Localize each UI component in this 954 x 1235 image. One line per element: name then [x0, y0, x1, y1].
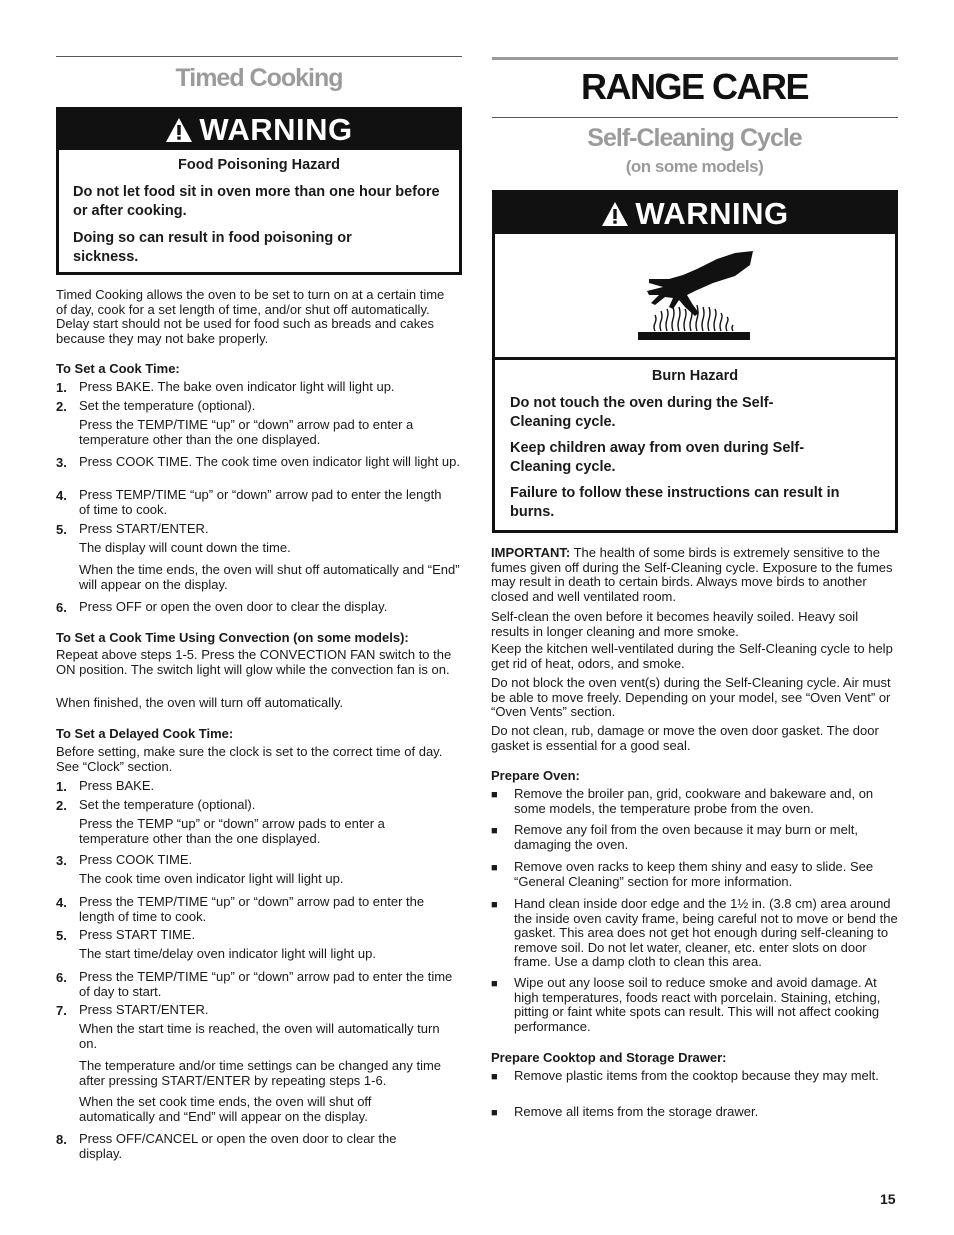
- list-item: Remove any foil from the oven because it may burn or melt, damaging the oven.: [514, 822, 858, 852]
- convection-paragraph: Repeat above steps 1-5. Press the CONVECTION FAN switch to the ON position. The switch light will glow while the convection fan is on.: [56, 647, 452, 677]
- list-item: Remove plastic items from the cooktop because they may melt.: [514, 1068, 879, 1083]
- warning-paragraph-2: Keep children away from oven during Self-Cleaning cycle.: [510, 440, 805, 475]
- paragraph-gasket: Do not clean, rub, damage or move the oven door gasket. The door gasket is essential for a good seal.: [491, 723, 879, 753]
- bullet-icon: ■: [491, 978, 498, 990]
- bullet-icon: ■: [491, 1071, 498, 1083]
- bullet-icon: ■: [491, 899, 498, 911]
- warning-box-food-poisoning: [56, 107, 462, 275]
- step-text: Press the TEMP/TIME “up” or “down” arrow pad to enter the time of day to start.: [79, 969, 453, 999]
- warning-triangle-icon: [601, 201, 629, 227]
- warning-box-burn: [492, 190, 898, 533]
- section-title-timed-cooking: Timed Cooking: [175, 64, 343, 92]
- list-item: Remove the broiler pan, grid, cookware and bakeware and, on some models, the temperature probe from the oven.: [514, 786, 874, 816]
- list-item: Remove all items from the storage drawer.: [514, 1104, 759, 1119]
- step-text: Press COOK TIME.: [79, 852, 193, 867]
- step-number: 8.: [56, 1132, 67, 1147]
- step-text: Press OFF or open the oven door to clear the display.: [79, 599, 388, 614]
- step-text: Press BAKE. The bake oven indicator light will light up.: [79, 379, 395, 394]
- step-detail: When the start time is reached, the oven will automatically turn on.: [79, 1021, 440, 1051]
- subheading-prepare-oven: Prepare Oven:: [491, 768, 580, 783]
- step-text: Press the TEMP/TIME “up” or “down” arrow pad to enter the length of time to cook.: [79, 894, 425, 924]
- intro-paragraph: Timed Cooking allows the oven to be set to turn on at a certain time of day, cook for a set length of time, and/or shut off automatically. Delay start should not be used for food such as breads and cakes because they may not bake properly.: [56, 287, 445, 346]
- delayed-intro: Before setting, make sure the clock is set to the correct time of day. See “Clock” section.: [56, 744, 443, 774]
- subheading-delayed: To Set a Delayed Cook Time:: [56, 726, 234, 741]
- step-text: Press TEMP/TIME “up” or “down” arrow pad to enter the length of time to cook.: [79, 487, 442, 517]
- warning-paragraph-3: Failure to follow these instructions can result in burns.: [510, 485, 840, 520]
- step-number: 5.: [56, 928, 67, 943]
- step-text: Set the temperature (optional).: [79, 797, 256, 812]
- step-number: 2.: [56, 399, 67, 414]
- list-item: Hand clean inside door edge and the 1½ in. (3.8 cm) area around the inside oven cavity frame, being careful not to move or bend the gasket. This area does not get hot enough during self-cleaning to remove soil. Do not let water, cleaner, etc. enter slots on door frame. Use a damp cloth to clean this area.: [514, 896, 898, 969]
- warning-header: [59, 110, 459, 150]
- step-text: Press BAKE.: [79, 778, 155, 793]
- step-detail: The start time/delay oven indicator light will light up.: [79, 946, 376, 961]
- bullet-icon: ■: [491, 862, 498, 874]
- step-number: 1.: [56, 380, 67, 395]
- warning-header: [495, 193, 895, 234]
- subheading-prepare-cooktop: Prepare Cooktop and Storage Drawer:: [491, 1050, 727, 1065]
- paragraph-vent-block: Do not block the oven vent(s) during the Self-Cleaning cycle. Air must be able to move freely. Depending on your model, see “Oven Vent” or “Oven Vents” section.: [491, 675, 891, 719]
- step-detail: The temperature and/or time settings can be changed any time after pressing START/ENTER by repeating steps 1-6.: [79, 1058, 442, 1088]
- step-number: 6.: [56, 600, 67, 615]
- step-number: 3.: [56, 455, 67, 470]
- list-item: Remove oven racks to keep them shiny and easy to slide. See “General Cleaning” section for more information.: [514, 859, 874, 889]
- warning-header-label: WARNING: [635, 195, 789, 231]
- warning-header-label: WARNING: [199, 112, 353, 147]
- convection-finished: When finished, the oven will turn off automatically.: [56, 695, 344, 710]
- subheading-cook-time: To Set a Cook Time:: [56, 361, 180, 376]
- step-detail: The display will count down the time.: [79, 540, 291, 555]
- section-title-self-cleaning: Self-Cleaning Cycle: [587, 124, 802, 152]
- step-number: 1.: [56, 779, 67, 794]
- top-rule: [56, 56, 462, 57]
- warning-paragraph-2: Doing so can result in food poisoning or sickness.: [73, 230, 352, 265]
- title-rule: [492, 117, 898, 118]
- step-detail: When the time ends, the oven will shut off automatically and “End” will appear on the display.: [79, 562, 460, 592]
- warning-paragraph-1: Do not touch the oven during the Self-Cleaning cycle.: [510, 395, 774, 430]
- step-number: 4.: [56, 895, 67, 910]
- bullet-icon: ■: [491, 1107, 498, 1119]
- important-paragraph: [491, 546, 897, 604]
- hazard-title: Burn Hazard: [651, 368, 739, 384]
- warning-divider: [495, 357, 895, 360]
- hazard-title: Food Poisoning Hazard: [178, 157, 340, 173]
- warning-paragraph-1: Do not let food sit in oven more than one hour before or after cooking.: [73, 184, 440, 219]
- step-number: 3.: [56, 853, 67, 868]
- step-text: Press START TIME.: [79, 927, 196, 942]
- hot-surface-hand-icon: [635, 243, 755, 343]
- page-title: RANGE CARE: [580, 66, 808, 107]
- paragraph-ventilation: Keep the kitchen well-ventilated during the Self-Cleaning cycle to help get rid of heat, odors, and smoke.: [491, 641, 893, 671]
- step-detail: When the set cook time ends, the oven will shut off automatically and “End” will appear on the display.: [79, 1094, 372, 1124]
- step-detail: Press the TEMP/TIME “up” or “down” arrow pad to enter a temperature other than the one displayed.: [79, 417, 414, 447]
- important-text: The health of some birds is extremely sensitive to the fumes given off during the Self-Cleaning cycle. Exposure to the fumes may result in death to certain birds. Always move birds to another closed and well ventilated room.: [491, 545, 893, 604]
- step-number: 7.: [56, 1003, 67, 1018]
- step-number: 5.: [56, 522, 67, 537]
- important-label: IMPORTANT:: [491, 545, 571, 560]
- step-text: Press COOK TIME. The cook time oven indicator light will light up.: [79, 454, 461, 469]
- warning-triangle-icon: [165, 117, 193, 143]
- step-text: Press START/ENTER.: [79, 1002, 209, 1017]
- step-text: Press START/ENTER.: [79, 521, 209, 536]
- step-detail: Press the TEMP “up” or “down” arrow pads to enter a temperature other than the one displayed.: [79, 816, 385, 846]
- paragraph-soiled: Self-clean the oven before it becomes heavily soiled. Heavy soil results in longer cleaning and more smoke.: [491, 609, 859, 639]
- subheading-convection: To Set a Cook Time Using Convection (on some models):: [56, 630, 409, 645]
- section-subtitle: (on some models): [625, 157, 764, 176]
- list-item: Wipe out any loose soil to reduce smoke and avoid damage. At high temperatures, foods react with porcelain. Staining, etching, pitting or faint white spots can result. This will not affect cooking performance.: [514, 975, 881, 1034]
- bullet-icon: ■: [491, 789, 498, 801]
- step-number: 6.: [56, 970, 67, 985]
- bullet-icon: ■: [491, 825, 498, 837]
- top-rule: [492, 57, 898, 60]
- page-number: 15: [880, 1191, 896, 1207]
- step-number: 2.: [56, 798, 67, 813]
- step-text: Set the temperature (optional).: [79, 398, 256, 413]
- step-number: 4.: [56, 488, 67, 503]
- step-text: Press OFF/CANCEL or open the oven door to clear the display.: [79, 1131, 397, 1161]
- step-detail: The cook time oven indicator light will light up.: [79, 871, 344, 886]
